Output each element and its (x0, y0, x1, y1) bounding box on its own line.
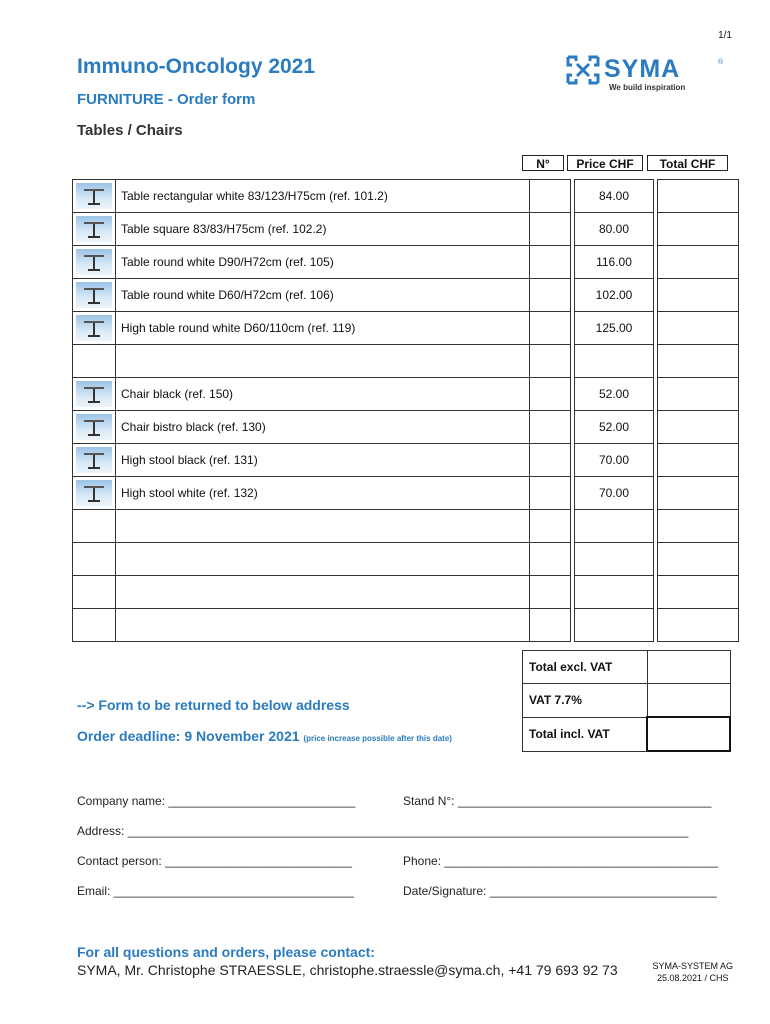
item-total-field[interactable] (658, 510, 739, 543)
item-price: 84.00 (575, 180, 654, 213)
page-title: Immuno-Oncology 2021 (77, 55, 316, 78)
total-excl-vat-field[interactable] (647, 651, 730, 684)
page-number: 1/1 (718, 30, 732, 41)
table-row (73, 378, 739, 411)
phone-field[interactable]: Phone: _________________________________________ (403, 854, 718, 868)
item-image-cell (73, 246, 116, 279)
item-total-field[interactable] (658, 411, 739, 444)
item-image-cell (73, 609, 116, 642)
item-total-field[interactable] (658, 180, 739, 213)
high-stool-icon (76, 480, 112, 506)
item-quantity-field[interactable] (530, 180, 571, 213)
item-total-field[interactable] (658, 576, 739, 609)
item-description: Table round white D60/H72cm (ref. 106) (116, 279, 530, 312)
deadline-note: (price increase possible after this date) (303, 734, 452, 743)
item-quantity-field[interactable] (530, 576, 571, 609)
item-total-field[interactable] (658, 378, 739, 411)
item-price: 102.00 (575, 279, 654, 312)
stand-number-field[interactable]: Stand N°: ______________________________________ (403, 794, 712, 808)
total-incl-vat-field[interactable] (647, 717, 730, 751)
item-total-field[interactable] (658, 246, 739, 279)
item-quantity-field[interactable] (530, 279, 571, 312)
section-heading: Tables / Chairs (77, 122, 183, 139)
table-row (73, 246, 739, 279)
item-image-cell (73, 477, 116, 510)
item-image-cell (73, 543, 116, 576)
table-row (73, 543, 739, 576)
table-rectangular-icon (76, 183, 112, 209)
item-total-field[interactable] (658, 543, 739, 576)
table-row (73, 180, 739, 213)
item-price: 80.00 (575, 213, 654, 246)
chair-icon (76, 381, 112, 407)
table-square-icon (76, 216, 112, 242)
item-image-cell (73, 312, 116, 345)
item-total-field[interactable] (658, 279, 739, 312)
address-field[interactable]: Address: ____________________________________________________________________________________ (77, 824, 689, 838)
item-quantity-field[interactable] (530, 609, 571, 642)
item-image-cell (73, 444, 116, 477)
item-price (575, 609, 654, 642)
column-header-number: N° (522, 155, 564, 171)
item-quantity-field[interactable] (530, 345, 571, 378)
table-row (73, 477, 739, 510)
logo-tagline: We build inspiration (609, 83, 686, 92)
column-header-price: Price CHF (567, 155, 643, 171)
total-excl-vat-label: Total excl. VAT (523, 651, 648, 684)
item-description (116, 609, 530, 642)
item-quantity-field[interactable] (530, 444, 571, 477)
item-price: 70.00 (575, 477, 654, 510)
item-price (575, 510, 654, 543)
column-header-total: Total CHF (647, 155, 728, 171)
table-row (73, 609, 739, 642)
syma-logo: SYMA ® We build inspiration (566, 55, 728, 95)
contact-heading: For all questions and orders, please contact: (77, 944, 375, 960)
table-row (73, 411, 739, 444)
item-price: 52.00 (575, 411, 654, 444)
logo-wordmark: SYMA (604, 55, 681, 83)
contact-person-field[interactable]: Contact person: ____________________________ (77, 854, 352, 868)
table-row (73, 213, 739, 246)
item-quantity-field[interactable] (530, 378, 571, 411)
order-items-table (72, 179, 739, 642)
table-row (73, 510, 739, 543)
item-total-field[interactable] (658, 312, 739, 345)
chair-bistro-icon (76, 414, 112, 440)
total-incl-vat-label: Total incl. VAT (523, 717, 648, 751)
item-total-field[interactable] (658, 609, 739, 642)
footer (652, 960, 733, 984)
item-price: 52.00 (575, 378, 654, 411)
item-price: 70.00 (575, 444, 654, 477)
item-price (575, 543, 654, 576)
item-description: Table rectangular white 83/123/H75cm (ref. 101.2) (116, 180, 530, 213)
item-price (575, 576, 654, 609)
item-price: 116.00 (575, 246, 654, 279)
order-deadline (77, 728, 452, 744)
table-row (73, 345, 739, 378)
item-quantity-field[interactable] (530, 246, 571, 279)
item-description: Table square 83/83/H75cm (ref. 102.2) (116, 213, 530, 246)
item-image-cell (73, 378, 116, 411)
item-quantity-field[interactable] (530, 411, 571, 444)
item-description: Table round white D90/H72cm (ref. 105) (116, 246, 530, 279)
item-image-cell (73, 213, 116, 246)
item-total-field[interactable] (658, 213, 739, 246)
return-note: --> Form to be returned to below address (77, 697, 350, 713)
high-stool-icon (76, 447, 112, 473)
item-description: Chair black (ref. 150) (116, 378, 530, 411)
item-description (116, 543, 530, 576)
footer-date: 25.08.2021 / CHS (656, 973, 729, 983)
form-subtitle: FURNITURE - Order form (77, 91, 256, 108)
table-row (73, 444, 739, 477)
item-description: High stool white (ref. 132) (116, 477, 530, 510)
item-description (116, 576, 530, 609)
item-quantity-field[interactable] (530, 477, 571, 510)
item-description: High table round white D60/110cm (ref. 119) (116, 312, 530, 345)
high-table-icon (76, 315, 112, 341)
table-round-icon (76, 249, 112, 275)
deadline-text: Order deadline: 9 November 2021 (77, 728, 300, 744)
email-field[interactable]: Email: ____________________________________ (77, 884, 354, 898)
date-signature-field[interactable]: Date/Signature: __________________________________ (403, 884, 717, 898)
company-name-field[interactable]: Company name: ____________________________ (77, 794, 356, 808)
vat-label: VAT 7.7% (523, 684, 648, 718)
item-image-cell (73, 576, 116, 609)
item-description: Chair bistro black (ref. 130) (116, 411, 530, 444)
item-description (116, 345, 530, 378)
item-image-cell (73, 180, 116, 213)
item-total-field[interactable] (658, 345, 739, 378)
footer-company: SYMA-SYSTEM AG (652, 961, 733, 971)
item-image-cell (73, 345, 116, 378)
item-quantity-field[interactable] (530, 213, 571, 246)
item-quantity-field[interactable] (530, 312, 571, 345)
item-quantity-field[interactable] (530, 543, 571, 576)
item-description: High stool black (ref. 131) (116, 444, 530, 477)
vat-field[interactable] (647, 684, 730, 718)
contact-details: SYMA, Mr. Christophe STRAESSLE, christophe.straessle@syma.ch, +41 79 693 92 73 (77, 962, 618, 978)
item-price (575, 345, 654, 378)
item-description (116, 510, 530, 543)
table-row (73, 279, 739, 312)
table-row (73, 576, 739, 609)
item-image-cell (73, 411, 116, 444)
item-image-cell (73, 279, 116, 312)
item-image-cell (73, 510, 116, 543)
totals-table (522, 650, 731, 752)
table-row (73, 312, 739, 345)
table-round-icon (76, 282, 112, 308)
item-total-field[interactable] (658, 444, 739, 477)
item-quantity-field[interactable] (530, 510, 571, 543)
item-price: 125.00 (575, 312, 654, 345)
item-total-field[interactable] (658, 477, 739, 510)
syma-logo-mark-icon (566, 55, 600, 85)
